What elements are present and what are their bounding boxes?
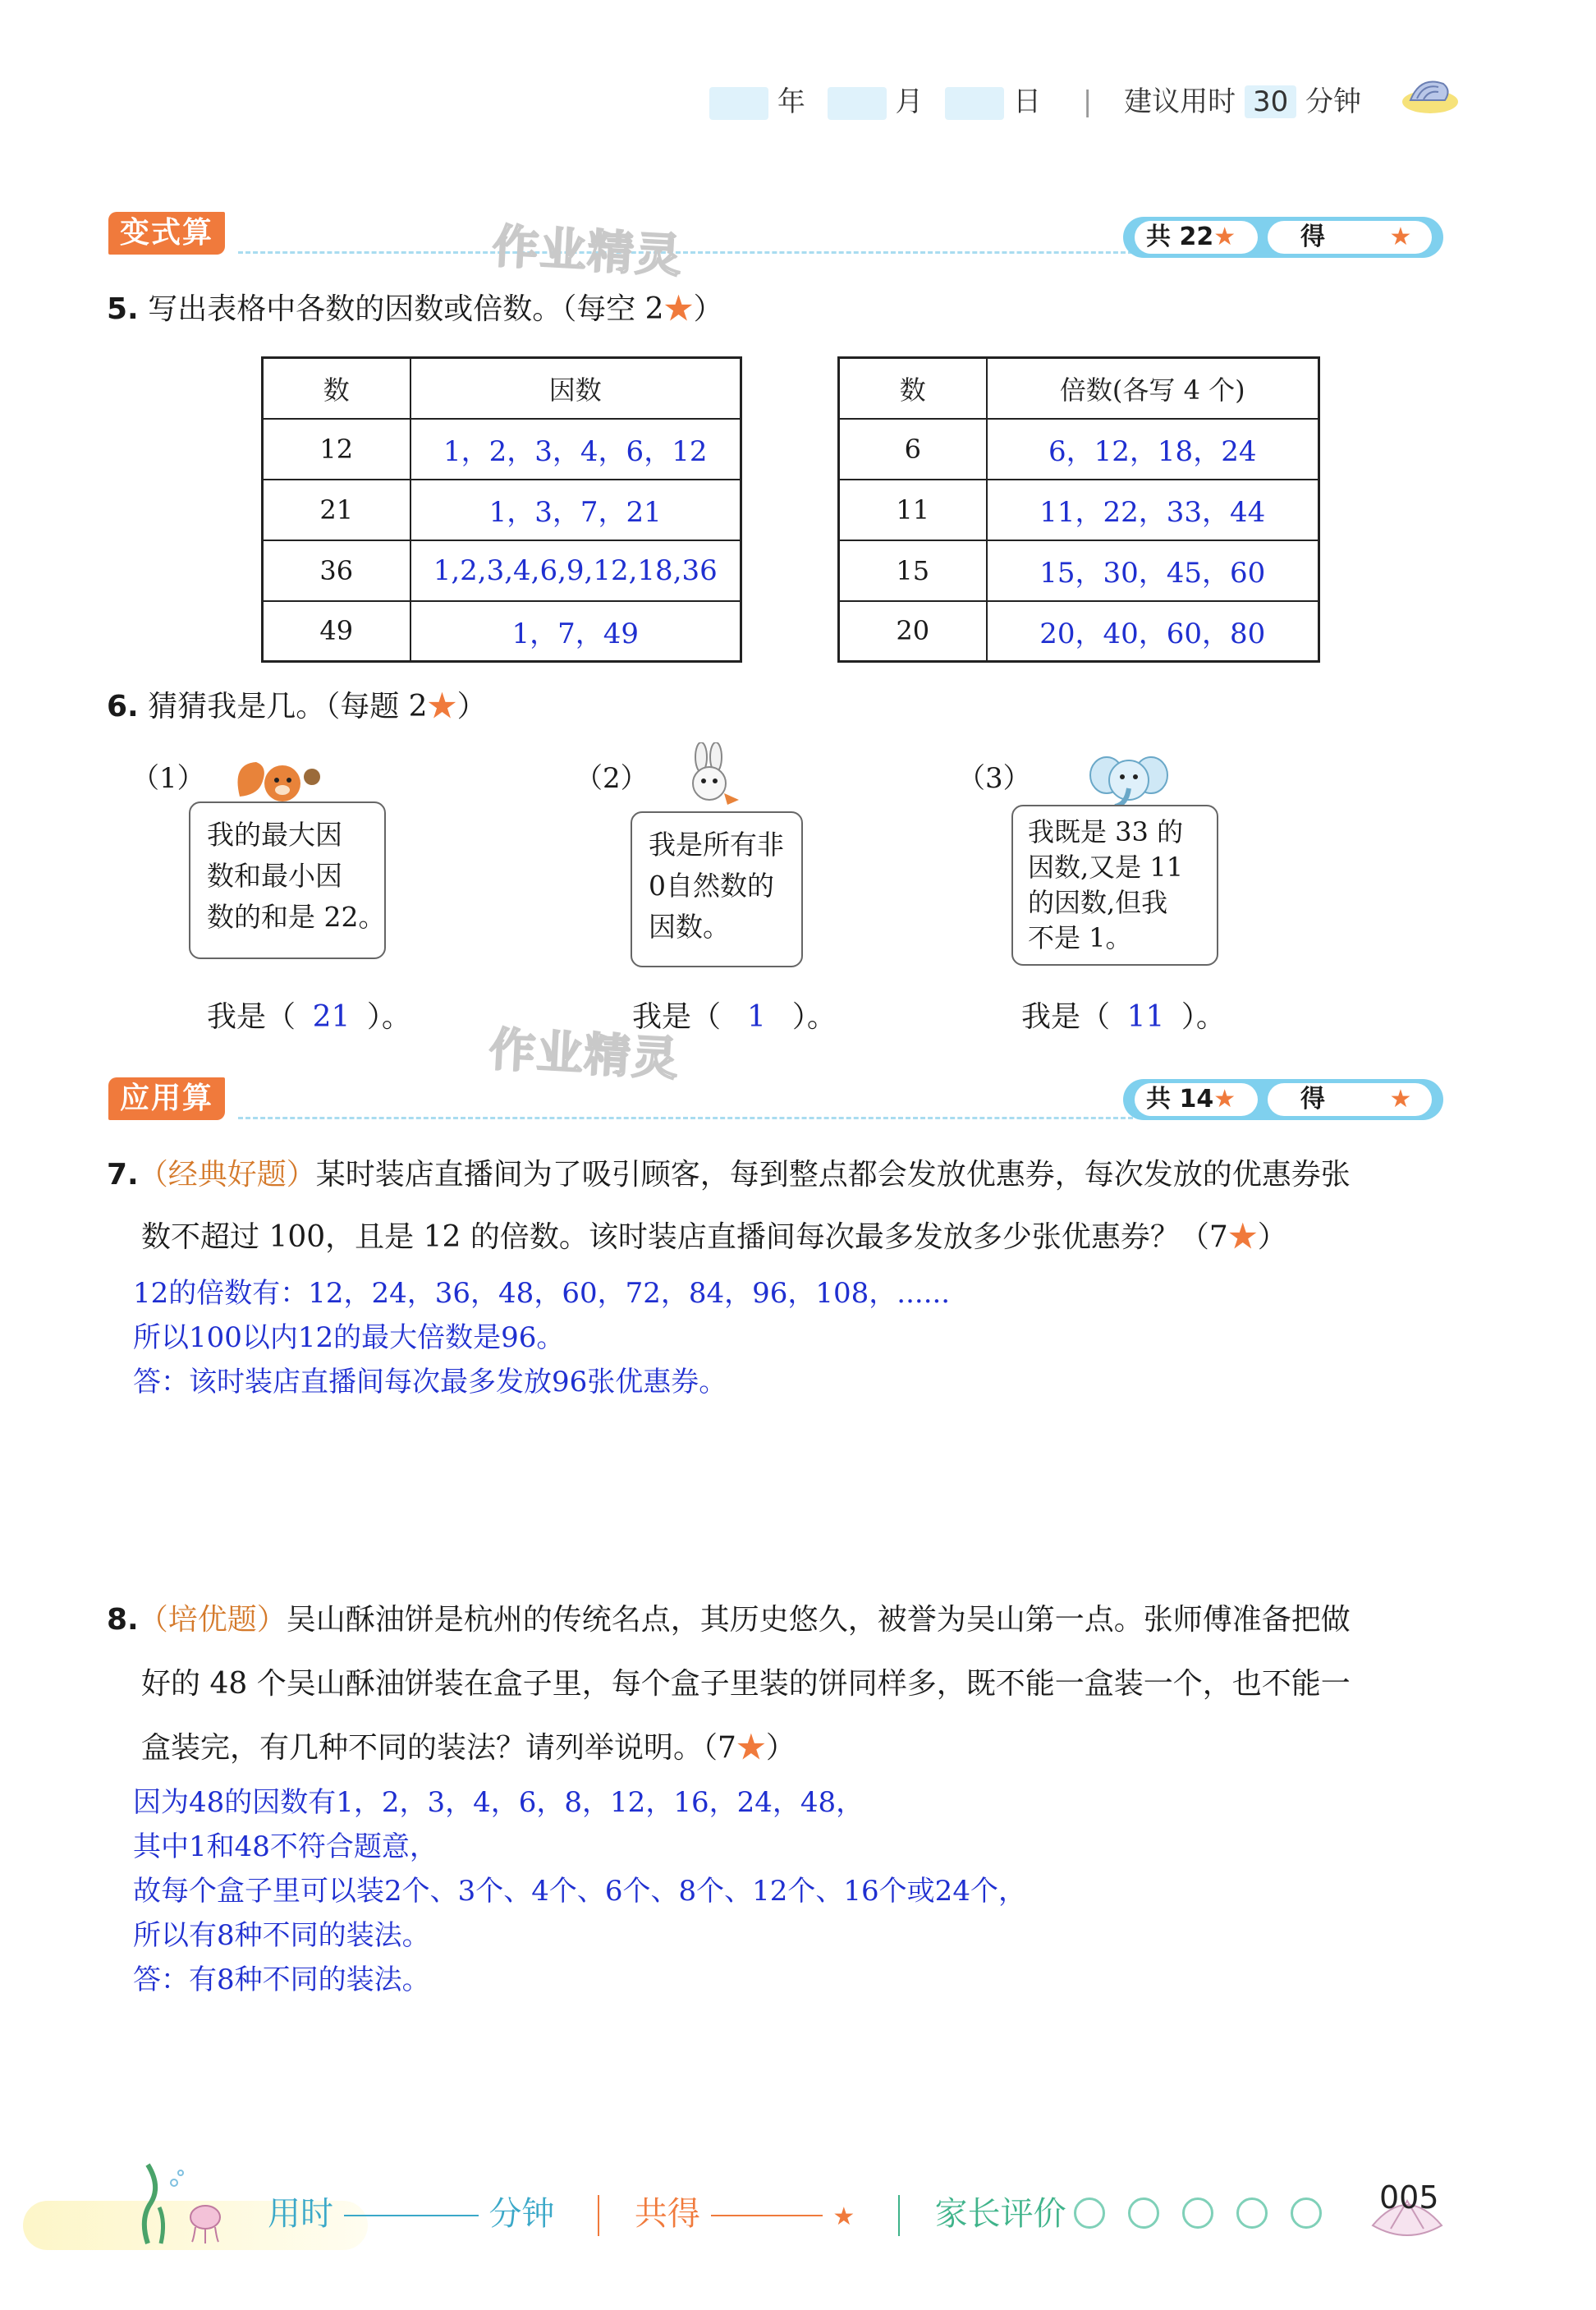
question-text: 猜猜我是几。（每题 2	[148, 690, 428, 723]
multiples-table	[837, 356, 1320, 663]
table-cell: 36	[263, 540, 410, 601]
section-title-variant: 变式算	[108, 212, 225, 255]
star-icon: ★	[1389, 1085, 1412, 1114]
table-header: 因数	[410, 358, 741, 419]
page-number: 005	[1379, 2179, 1439, 2216]
answer-line: 答：有8种不同的装法。	[133, 1963, 430, 1996]
suggest-time-label: 建议用时	[1124, 85, 1236, 118]
total-stars-label: 共 22	[1146, 223, 1214, 251]
question-tag: （培优题）	[138, 1603, 287, 1637]
got-label: 得	[1300, 223, 1325, 251]
question-text: 好的 48 个吴山酥油饼装在盒子里，每个盒子里装的饼同样多，既不能一盒装一个，也不能一	[141, 1667, 1351, 1701]
year-blank[interactable]	[709, 87, 768, 120]
sub-item-label: （1）	[131, 762, 205, 795]
table-row	[263, 540, 741, 601]
table-row	[839, 419, 1319, 480]
riddle-line: 0自然数的	[649, 870, 774, 902]
riddle-bubble	[631, 811, 803, 967]
star-icon: ★	[427, 690, 457, 723]
month-label: 月	[895, 85, 924, 118]
table-cell: 11	[839, 480, 987, 540]
total-score-label: 共得	[634, 2195, 700, 2233]
riddle-bubble	[1011, 805, 1218, 966]
answer-line: 其中1和48不符合题意，	[133, 1830, 438, 1863]
answer-cell[interactable]: 1，2，3，4，6，12	[410, 419, 741, 480]
answer-cell[interactable]: 1，7，49	[410, 601, 741, 662]
answer-block-7[interactable]	[133, 1271, 950, 1404]
table-cell: 12	[263, 419, 410, 480]
score-got-1[interactable]	[1268, 221, 1432, 254]
riddle-line: 因数。	[649, 911, 730, 943]
score-total-2	[1135, 1083, 1258, 1116]
watermark-text: 作业精灵	[491, 219, 685, 284]
score-total-1	[1135, 221, 1258, 254]
answer-cell[interactable]: 11，22，33，44	[987, 480, 1319, 540]
question-8	[107, 1600, 1453, 1769]
factors-table	[261, 356, 742, 663]
table-header: 数	[839, 358, 987, 419]
section-title-applied: 应用算	[108, 1077, 225, 1120]
riddle-answer	[1021, 994, 1226, 1036]
answer-cell[interactable]: 1,2,3,4,6,9,12,18,36	[410, 540, 741, 601]
score-got-2[interactable]	[1268, 1083, 1432, 1116]
rabbit-icon	[678, 742, 744, 810]
riddle-line: 的因数,但我	[1028, 887, 1168, 918]
answer-prefix: 我是（	[1021, 1000, 1111, 1034]
smiley-rating-4[interactable]	[1236, 2197, 1268, 2229]
question-text: 吴山酥油饼是杭州的传统名点，其历史悠久，被誉为吴山第一点。张师傅准备把做	[286, 1603, 1351, 1637]
answer-line: 所以有8种不同的装法。	[133, 1919, 430, 1952]
question-text: 某时装店直播间为了吸引顾客，每到整点都会发放优惠券，每次发放的优惠券张	[315, 1158, 1351, 1192]
star-icon: ★	[1213, 1085, 1236, 1114]
parent-eval-label: 家长评价	[934, 2195, 1066, 2233]
answer-cell[interactable]: 6，12，18，24	[987, 419, 1319, 480]
smiley-rating-1[interactable]	[1074, 2197, 1105, 2229]
date-header	[709, 79, 1361, 120]
riddle-line: 我的最大因	[207, 819, 342, 851]
riddle-line: 不是 1。	[1028, 922, 1132, 953]
answer-line: 所以100以内12的最大倍数是96。	[133, 1321, 565, 1354]
seaweed-jellyfish-icon	[123, 2153, 238, 2245]
answer-block-8[interactable]	[133, 1780, 1026, 2002]
smiley-rating-2[interactable]	[1128, 2197, 1159, 2229]
answer-line: 故每个盒子里可以装2个、3个、4个、6个、8个、12个、16个或24个，	[133, 1875, 1026, 1908]
answer-line: 答：该时装店直播间每次最多发放96张优惠券。	[133, 1366, 727, 1398]
answer-prefix: 我是（	[207, 1000, 296, 1034]
elephant-icon	[1082, 746, 1172, 811]
question-text-end: ）	[693, 292, 723, 326]
time-used-blank[interactable]	[344, 2215, 479, 2216]
riddle-line: 数的和是 22。	[207, 901, 386, 933]
riddle-line: 数和最小因	[207, 860, 342, 892]
table-cell: 49	[263, 601, 410, 662]
answer-cell[interactable]: 20，40，60，80	[987, 601, 1319, 662]
answer-cell[interactable]: 1，3，7，21	[410, 480, 741, 540]
month-blank[interactable]	[828, 87, 887, 120]
sub-item-label: （3）	[957, 762, 1031, 795]
got-label: 得	[1300, 1085, 1325, 1114]
star-icon: ★	[1227, 1220, 1258, 1254]
star-icon: ★	[663, 292, 694, 326]
year-label: 年	[777, 85, 805, 118]
question-number: 5.	[107, 292, 139, 326]
smiley-rating-5[interactable]	[1291, 2197, 1322, 2229]
minutes-unit-label: 分钟	[1305, 85, 1362, 118]
total-score-blank[interactable]	[711, 2215, 823, 2216]
question-number: 7.	[107, 1158, 139, 1192]
riddle-bubble	[189, 801, 386, 959]
table-header: 倍数(各写 4 个)	[987, 358, 1319, 419]
riddle-line: 我是所有非	[649, 829, 784, 861]
squirrel-icon	[232, 747, 330, 808]
answer-prefix: 我是（	[632, 1000, 722, 1034]
table-cell: 20	[839, 601, 987, 662]
footer-divider	[598, 2195, 599, 2236]
answer-suffix: ）。	[366, 1000, 411, 1034]
question-5	[107, 289, 723, 330]
answer-cell[interactable]: 15，30，45，60	[987, 540, 1319, 601]
question-text-end: ）	[456, 690, 487, 723]
riddle-line: 我既是 33 的	[1028, 816, 1184, 847]
total-stars-label: 共 14	[1146, 1085, 1214, 1114]
question-text: 写出表格中各数的因数或倍数。（每空 2	[148, 292, 664, 326]
time-used-label: 用时	[268, 2195, 333, 2233]
star-icon: ★	[832, 2202, 855, 2231]
question-tag: （经典好题）	[138, 1158, 316, 1192]
suggest-minutes-value: 30	[1245, 85, 1296, 118]
table-row	[839, 601, 1319, 662]
table-row	[839, 480, 1319, 540]
watermark-text: 作业精灵	[488, 1022, 681, 1087]
question-7	[107, 1155, 1453, 1258]
question-number: 6.	[107, 690, 139, 723]
day-label: 日	[1013, 85, 1042, 118]
table-row	[839, 540, 1319, 601]
star-icon: ★	[1389, 223, 1412, 251]
star-icon: ★	[736, 1731, 766, 1765]
sub-item-label: （2）	[575, 762, 649, 795]
table-row	[263, 480, 741, 540]
answer-suffix: ）。	[1181, 1000, 1226, 1034]
table-cell: 15	[839, 540, 987, 601]
table-cell: 6	[839, 419, 987, 480]
day-blank[interactable]	[945, 87, 1004, 120]
riddle-answer	[207, 994, 411, 1036]
question-6	[107, 687, 487, 728]
answer-line: 因为48的因数有1，2，3，4，6，8，12，16，24，48，	[133, 1786, 864, 1819]
question-text: 数不超过 100，且是 12 的倍数。该时装店直播间每次最多发放多少张优惠券？（7	[141, 1220, 1228, 1254]
question-number: 8.	[107, 1603, 139, 1637]
question-text: 盒装完，有几种不同的装法？请列举说明。（7	[141, 1731, 736, 1765]
time-unit-label: 分钟	[488, 2195, 555, 2233]
table-row	[263, 601, 741, 662]
section-divider	[238, 1117, 1133, 1119]
table-row	[263, 419, 741, 480]
table-cell: 21	[263, 480, 410, 540]
smiley-rating-3[interactable]	[1182, 2197, 1213, 2229]
footer-divider	[898, 2195, 900, 2236]
answer-value[interactable]: 1	[747, 1000, 766, 1034]
header-separator: |	[1082, 85, 1093, 118]
question-text-end: ）	[1257, 1220, 1287, 1254]
answer-line: 12的倍数有：12，24，36，48，60，72，84，96，108，......	[133, 1277, 951, 1310]
riddle-line: 因数,又是 11	[1028, 852, 1184, 883]
table-header: 数	[263, 358, 410, 419]
star-icon: ★	[1213, 223, 1236, 251]
shell-icon	[1396, 72, 1461, 118]
footer-bar	[268, 2188, 1066, 2236]
answer-value[interactable]: 21	[312, 1000, 351, 1034]
question-text-end: ）	[765, 1731, 796, 1765]
answer-suffix: ）。	[791, 1000, 837, 1034]
answer-value[interactable]: 11	[1126, 1000, 1165, 1034]
section-divider	[238, 251, 1133, 254]
